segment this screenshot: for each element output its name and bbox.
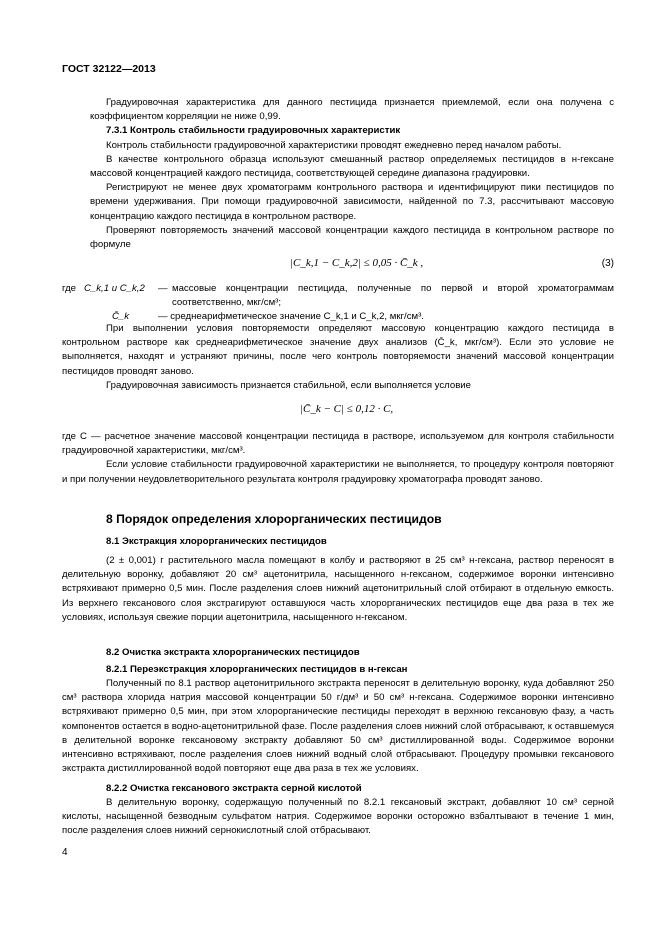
symbol: C_k,1 и C_k,2 xyxy=(84,283,145,294)
subsection-heading-8-2: 8.2 Очистка экстракта хлорорганических пестицидов xyxy=(106,647,360,658)
paragraph: Регистрируют не менее двух хроматограмм контрольного раствора и идентифицируют пики пестицидов по времени удерживания. При помощи градуировочной зависимости, найденной по 7.3, рассчитывают массовую концентрацию каждого пестицида в контрольном растворе. xyxy=(90,182,614,222)
subsection-heading-8-2-2: 8.2.2 Очистка гексанового экстракта серной кислотой xyxy=(106,783,362,794)
section-8-2-1-text xyxy=(62,677,614,776)
subsection-heading-8-2-1: 8.2.1 Переэкстракция хлорорганических пестицидов в н-гексан xyxy=(106,664,408,675)
paragraph: Если условие стабильности градуировочной характеристики не выполняется, то процедуру контроля повторяют и при получении неудовлетворительного результата контроля градуировку хроматографа проводят заново. xyxy=(62,459,614,485)
section-7-3-text-continued xyxy=(62,322,614,393)
section-8-2-2-text xyxy=(62,796,614,839)
paragraph: Градуировочная зависимость признается стабильной, если выполняется условие xyxy=(106,379,472,391)
definition-text: — среднеарифметическое значение C_k,1 и C_k,2, мкг/см³. xyxy=(158,311,424,322)
paragraph: Проверяют повторяемость значений массовой концентрации каждого пестицида в контрольном растворе по формуле xyxy=(90,224,614,251)
definition-text: массовые концентрации пестицида, полученные по первой и второй хроматограммам соответственно, мкг/см³; xyxy=(172,283,614,309)
paragraph: В делительную воронку, содержащую полученный по 8.2.1 гексановый экстракт, добавляют 10 см³ серной кислоты, насыщенной безводным сульфатом натрия. Содержимое воронки осторожно взбалтывают в течение 1 мин, после разделения слоев нижний сернокислотный слой отбрасывают. xyxy=(62,797,614,837)
formula-3: |C_k,1 − C_k,2| ≤ 0,05 · C̄_k , xyxy=(290,257,424,269)
paragraph: Контроль стабильности градуировочной характеристики проводят ежедневно перед началом работы. xyxy=(106,139,562,151)
paragraph: Градуировочная характеристика для данного пестицида признается приемлемой, если она получена с коэффициентом корреляции не ниже 0,99. xyxy=(90,97,614,123)
symbol: C̄_k xyxy=(112,311,130,322)
page-number: 4 xyxy=(62,847,68,858)
subsection-heading-7-3-1: 7.3.1 Контроль стабильности градуировочных характеристик xyxy=(106,125,401,137)
paragraph: При выполнении условия повторяемости определяют массовую концентрацию каждого пестицида в контрольном растворе как среднеарифметическое значение двух анализов (C̄_k, мкг/см³). Если это условие не выполняется, находят и устраняют причины, после чего контроль повторяемости значений массовой концентрации пестицидов проводят заново. xyxy=(62,323,614,377)
standard-header: ГОСТ 32122—2013 xyxy=(62,63,156,75)
dash: — xyxy=(158,283,168,294)
paragraph: Полученный по 8.1 раствор ацетонитрильного экстракта переносят в делительную воронку, куда добавляют 250 см³ раствора хлорида натрия массовой концентрации 50 г/дм³ и 50 см³ н-гексана. Содержимое воронки интенсивно встряхивают примерно 0,5 мин, при этом хлорорганические пестициды переходят в верхнюю гексановую фазу, а часть компонентов остается в водно-ацетонитрильной фазе. После разделения слоев нижний слой отбрасывают, к оставшемуся в делительной воронке гексановому экстракту добавляют 50 см³ дистиллированной воды. Содержимое воронки интенсивно встряхивают, после разделения слоев нижний водный слой отбрасывают. Процедуру промывки гексанового экстракта дистиллированной водой повторяют еще два раза в тех же условиях. xyxy=(62,678,614,775)
formula-4: |C̄_k − C| ≤ 0,12 · C, xyxy=(300,403,394,415)
formula-number: (3) xyxy=(601,258,614,269)
section-7-3-end xyxy=(62,430,614,487)
section-8-1-text xyxy=(62,554,614,625)
where-lead: где xyxy=(62,283,77,294)
paragraph: В качестве контрольного образца используют смешанный раствор определяемых пестицидов в н-гексане массовой концентрацией каждого пестицида, соответствующей середине диапазона градуировки. xyxy=(90,153,614,180)
section-7-3-text xyxy=(90,96,614,252)
paragraph: (2 ± 0,001) г растительного масла помещают в колбу и растворяют в 25 см³ н-гексана, раствор переносят в делительную воронку, добавляют 20 см³ ацетонитрила, насыщенного н-гексаном, содержимое воронки интенсивно встряхивают примерно 0,5 мин. После разделения слоев нижний ацетонитрильный слой отбирают в отдельную емкость. Из верхнего гексанового слоя экстрагируют оставшуюся часть хлорорганических пестицидов еще два раза в тех же условиях, используя свежие порции ацетонитрила, насыщенного н-гексаном. xyxy=(62,555,614,623)
paragraph: где C — расчетное значение массовой концентрации пестицида в растворе, используемом для контроля стабильности градуировочной характеристики, мкг/см³. xyxy=(62,431,614,457)
section-heading-8: 8 Порядок определения хлорорганических пестицидов xyxy=(106,512,442,526)
subsection-heading-8-1: 8.1 Экстракция хлорорганических пестицидов xyxy=(106,536,327,547)
